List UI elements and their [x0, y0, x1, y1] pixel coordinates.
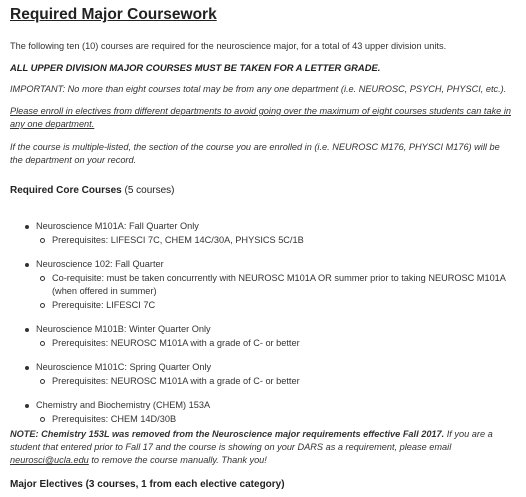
course-detail: Prerequisites: NEUROSC M101A with a grade of C- or better	[36, 337, 526, 351]
course-detail: Prerequisite: LIFESCI 7C	[36, 299, 526, 313]
course-name: Neuroscience 102: Fall Quarter	[36, 259, 164, 269]
chem-153l-note	[10, 428, 514, 467]
electives-heading-label: Major Electives	[10, 479, 83, 490]
enroll-note: Please enroll in electives from different departments to avoid going over the maximum of eight courses students can take in any one department.	[10, 106, 511, 129]
core-heading-count: (5 courses)	[124, 185, 175, 196]
course-detail: Prerequisites: CHEM 14D/30B	[36, 413, 526, 427]
course-details	[36, 375, 526, 389]
email-link[interactable]: neurosci@ucla.edu	[10, 455, 89, 465]
course-name: Neuroscience M101B: Winter Quarter Only	[36, 324, 211, 334]
page-title: Required Major Coursework	[10, 6, 217, 23]
course-item	[0, 399, 526, 426]
course-name: Neuroscience M101A: Fall Quarter Only	[36, 221, 199, 231]
note-bold: NOTE: Chemistry 153L was removed from the Neuroscience major requirements effective Fall 2017.	[10, 429, 445, 439]
electives-heading-count: (3 courses, 1 from each elective category)	[85, 479, 285, 490]
course-details	[36, 234, 526, 248]
course-detail: Co-requisite: must be taken concurrently with NEUROSC M101A OR summer prior to taking NEUROSC M101A (when offered in summer)	[36, 272, 526, 299]
intro-text: The following ten (10) courses are required for the neuroscience major, for a total of 43 upper division units.	[10, 41, 447, 51]
note-text: If you are a student that entered prior to Fall 17 and the course is showing on your DARS as a requirement, please email	[10, 429, 493, 452]
course-name: Neuroscience M101C: Spring Quarter Only	[36, 362, 212, 372]
note-tail: to remove the course manually. Thank you!	[88, 455, 267, 465]
letter-grade-notice: ALL UPPER DIVISION MAJOR COURSES MUST BE TAKEN FOR A LETTER GRADE.	[10, 62, 381, 73]
course-details	[36, 337, 526, 351]
course-item	[0, 258, 526, 312]
course-detail: Prerequisites: NEUROSC M101A with a grade of C- or better	[36, 375, 526, 389]
core-heading-label: Required Core Courses	[10, 185, 122, 196]
course-details	[36, 413, 526, 427]
course-detail: Prerequisites: LIFESCI 7C, CHEM 14C/30A, PHYSICS 5C/1B	[36, 234, 526, 248]
course-item	[0, 361, 526, 388]
core-courses-heading	[10, 185, 175, 196]
course-details	[36, 272, 526, 313]
course-item	[0, 323, 526, 350]
course-item	[0, 220, 526, 247]
electives-heading	[10, 479, 285, 490]
multi-listed-note: If the course is multiple-listed, the section of the course you are enrolled in (i.e. NEUROSC M176, PHYSCI M176) will be the department on your record.	[10, 142, 500, 165]
important-notice: IMPORTANT: No more than eight courses total may be from any one department (i.e. NEUROSC, PSYCH, PHYSCI, etc.).	[10, 84, 507, 94]
core-course-list	[0, 220, 526, 437]
course-name: Chemistry and Biochemistry (CHEM) 153A	[36, 400, 211, 410]
